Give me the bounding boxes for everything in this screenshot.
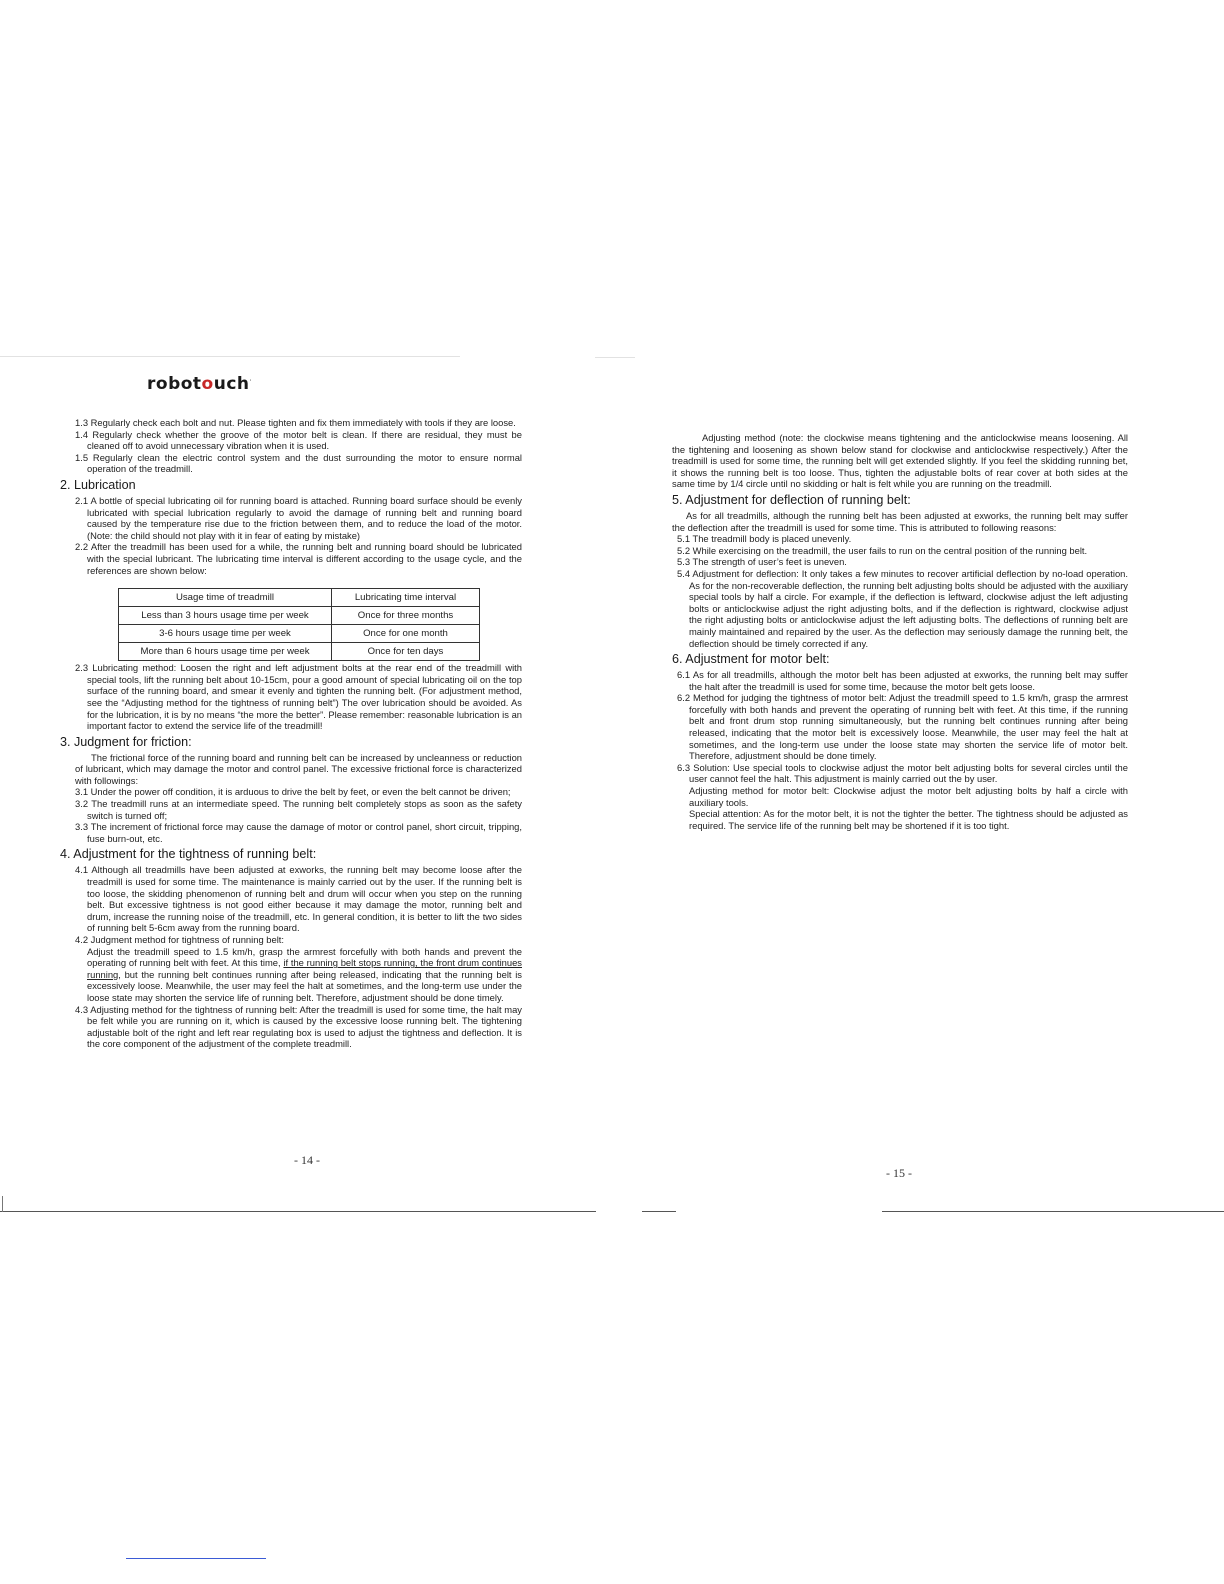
table-cell: Once for ten days	[332, 643, 480, 661]
scan-edge-left-top	[0, 356, 460, 357]
right-page-content	[672, 432, 1128, 831]
page-number-right: - 15 -	[886, 1166, 912, 1180]
heading-lubrication: 2. Lubrication	[60, 477, 136, 492]
item-1-5: 1.5 Regularly clean the electric control system and the dust surrounding the motor to ensure normal operation of the treadmill.	[75, 451, 522, 475]
item-1-3: 1.3 Regularly check each bolt and nut. Please tighten and fix them immediately with tools if they are loose.	[75, 417, 516, 428]
item-5-4: 5.4 Adjustment for deflection: It only takes a few minutes to recover artificial deflection by no-load operation. As for the non-recoverable deflection, the running belt adjusting bolts should be adjusted with the auxiliary special tools by half a circle. For example, if the deflection is leftward, clockwise adjust the left adjusting bolts or anticlockwise adjust the right adjusting bolts, and if the deflection is rightward, clockwise adjust the right adjusting bolts or anticlockwise adjust the left adjusting bolts. The deflections of running belt are mainly maintained and repaired by the user. As the deflection may seriously damage the running belt, the deflection should be timely corrected if any.	[677, 567, 1128, 649]
left-page-content	[60, 417, 522, 1050]
item-3-2: 3.2 The treadmill runs at an intermediate speed. The running belt completely stops as soon as the safety switch is turned off;	[75, 798, 522, 821]
table-cell: Less than 3 hours usage time per week	[119, 607, 332, 625]
heading-belt-tightness: 4. Adjustment for the tightness of running belt:	[60, 847, 317, 862]
scan-edge-right-bottom	[882, 1211, 1224, 1212]
table-header-row	[119, 589, 480, 607]
table-row	[119, 607, 480, 625]
lubrication-table	[118, 588, 480, 661]
item-5-3: 5.3 The strength of user’s feet is uneven.	[677, 556, 847, 568]
scan-edge-center-top	[595, 357, 635, 358]
scan-edge-center-bottom	[642, 1211, 676, 1212]
table-header-interval: Lubricating time interval	[332, 589, 480, 607]
item-3-3: 3.3 The increment of frictional force may cause the damage of motor or control panel, short circuit, tripping, fuse burn-out, etc.	[75, 821, 522, 844]
item-5-1: 5.1 The treadmill body is placed unevenly.	[677, 533, 852, 545]
table-cell: Once for one month	[332, 625, 480, 643]
table-header-usage: Usage time of treadmill	[119, 589, 332, 607]
item-3-1: 3.1 Under the power off condition, it is arduous to drive the belt by feet, or even the belt cannot be driven;	[75, 786, 511, 798]
underlined-phrase: if the running belt stops running, the front drum continues running	[87, 957, 522, 980]
item-4-2: 4.2 Judgment method for tightness of running belt:	[75, 934, 284, 945]
item-5-2: 5.2 While exercising on the treadmill, the user fails to run on the central position of the running belt.	[677, 544, 1088, 556]
blue-underline-mark	[126, 1558, 266, 1559]
motor-adjusting-method: Adjusting method for motor belt: Clockwise adjust the motor belt adjusting bolts by half a circle with auxiliary tools.	[689, 785, 1128, 808]
table-cell: More than 6 hours usage time per week	[119, 643, 332, 661]
item-1-4: 1.4 Regularly check whether the groove of the motor belt is clean. If there are residual, they must be cleaned off to avoid unnecessary vibration when it is used.	[75, 428, 522, 452]
item-6-1: 6.1 As for all treadmills, although the motor belt has been adjusted at exworks, the running belt may suffer the halt after the treadmill is used for some time, because the motor belt gets loose.	[677, 669, 1128, 692]
table-row	[119, 625, 480, 643]
deflection-intro: As for all treadmills, although the running belt has been adjusted at exworks, the running belt may suffer the deflection after the treadmill is used for some time. This is attributed to following reasons:	[672, 509, 1128, 533]
adjusting-method-paragraph: Adjusting method (note: the clockwise means tightening and the anticlockwise means loosening. All the tightening and loosening as shown below stand for clockwise and anticlockwise respectively.) After the treadmill is used for some time, the running belt will get extended slightly. If you feel the skidding running bet, it shows the running belt is too loose. Thus, tighten the adjustable bolts of rear cover at both sides at the same time by 1/4 circle until no skidding or halt is felt while you are running on the treadmill.	[672, 432, 1128, 490]
table-row	[119, 643, 480, 661]
heading-deflection: 5. Adjustment for deflection of running belt:	[672, 492, 911, 507]
robotouch-logo: robotouch·	[147, 374, 253, 394]
item-6-3: 6.3 Solution: Use special tools to clockwise adjust the motor belt adjusting bolts for several circles until the user cannot feel the halt. This adjustment is mainly carried out the by user.	[677, 761, 1128, 785]
table-cell: Once for three months	[332, 607, 480, 625]
heading-motor-belt: 6. Adjustment for motor belt:	[672, 652, 830, 667]
item-4-3: 4.3 Adjusting method for the tightness of running belt: After the treadmill is used for some time, the halt may be felt while you are running on it, which is caused by the excessive loose running belt. The tightening adjustable bolt of the right and left rear regulating box is used to adjust the tightness and deflection. It is the core component of the adjustment of the complete treadmill.	[75, 1003, 522, 1050]
left-page	[0, 360, 612, 1200]
right-page	[642, 360, 1224, 1200]
table-cell: 3-6 hours usage time per week	[119, 625, 332, 643]
scan-edge-left-bottom	[0, 1211, 596, 1212]
item-2-2: 2.2 After the treadmill has been used for a while, the running belt and running board should be lubricated with the special lubricant. The lubricating time interval is different according to the usage cycle, and the references are shown below:	[75, 541, 522, 576]
heading-friction: 3. Judgment for friction:	[60, 734, 192, 749]
item-2-1: 2.1 A bottle of special lubricating oil for running board is attached. Running board surface should be evenly lubricated with special lubrication regularly to avoid the damage of running belt and running board caused by the temperature rise due to the friction between them, and to reduce the load of the motor. (Note: the child should not play with it in fear of eating by mistake)	[75, 494, 522, 541]
page-number-left: - 14 -	[294, 1153, 320, 1167]
item-4-1: 4.1 Although all treadmills have been adjusted at exworks, the running belt may become loose after the treadmill is used for some time. The maintenance is mainly carried out by the user. If the running belt is too loose, the skidding phenomenon of running belt and drum will occur when you step on the running belt. But excessive tightness is not good either because it may damage the motor, running belt and drum, increase the running noise of the treadmill, etc. In general condition, it is better to lift the two sides of running belt 5-6cm away from the running board.	[75, 864, 522, 934]
item-4-2-body: Adjust the treadmill speed to 1.5 km/h, grasp the armrest forcefully with both hands and prevent the operating of running belt with feet. At this time, if the running belt stops running, the front drum continues running, but the running belt continues running after being released, indicating that the running belt is excessively loose. Meanwhile, the user may feel the halt at sometimes, and the long-term use under the loose state may shorten the service life of running belt. Therefore, adjustment should be done timely.	[87, 945, 522, 1003]
friction-intro: The frictional force of the running board and running belt can be increased by uncleanness or reduction of lubricant, which may damage the motor and control panel. The excessive frictional force is characterized with followings:	[75, 751, 522, 786]
motor-special-attention: Special attention: As for the motor belt, it is not the tighter the better. The tightness should be adjusted as required. The service life of the running belt may be shortened if it is too tight.	[689, 808, 1128, 831]
item-2-3: 2.3 Lubricating method: Loosen the right and left adjustment bolts at the rear end of the treadmill with special tools, lift the running belt about 10-15cm, pour a good amount of special lubricating oil on the top surface of the running board, and smear it evenly and tighten the running belt. (For adjustment method, see the “Adjusting method for the tightness of running belt”) The over lubrication should be avoided. As for the lubrication, it is by no means “the more the better”. Please remember: reasonable lubrication is an important factor to extend the service life of the treadmill!	[75, 662, 522, 732]
item-6-2: 6.2 Method for judging the tightness of motor belt: Adjust the treadmill speed to 1.5 km/h, grasp the armrest forcefully with both hands and prevent the operating of running belt with feet. At this time, if the running belt and front drum stop running simultaneously, but the running belt continues running after being released, indicating that the motor belt is excessively loose. Meanwhile, the user may feel the halt at sometimes, and the long-term use under the loose state may shorten the service life of motor belt. Therefore, adjustment should be done timely.	[677, 692, 1128, 762]
